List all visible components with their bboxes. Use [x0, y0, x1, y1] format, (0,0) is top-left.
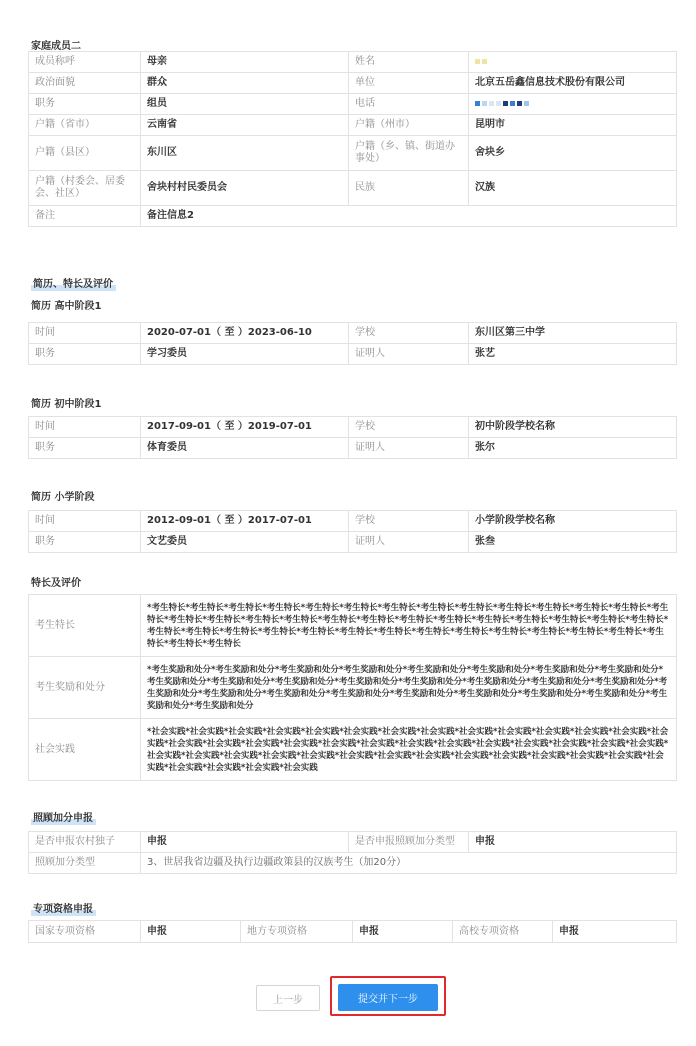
resume-primary-school-table — [28, 510, 677, 553]
cell-value: 申报 — [141, 921, 241, 943]
cell-value: 汉族 — [469, 171, 677, 206]
remark-label: 备注 — [29, 206, 141, 227]
table-row — [29, 115, 677, 136]
family-member-2-table — [28, 51, 677, 227]
masked-name — [469, 52, 677, 73]
family-member-2-title: 家庭成员二 — [31, 41, 81, 52]
masked-name-blocks — [475, 59, 487, 64]
cell-label: 国家专项资格 — [29, 921, 141, 943]
prev-step-button[interactable]: 上一步 — [256, 985, 320, 1011]
table-row — [29, 853, 677, 874]
cell-value: 初中阶段学校名称 — [469, 417, 677, 438]
cell-value: 舍块乡 — [469, 136, 677, 171]
cell-value: 东川区 — [141, 136, 349, 171]
cell-value: 母亲 — [141, 52, 349, 73]
resume-stage-title: 简历 小学阶段 — [31, 492, 95, 503]
cell-label: 单位 — [349, 73, 469, 94]
table-row — [29, 532, 677, 553]
table-row — [29, 171, 677, 206]
cell-value: 小学阶段学校名称 — [469, 511, 677, 532]
table-row — [29, 136, 677, 171]
table-row — [29, 323, 677, 344]
cell-label: 时间 — [29, 323, 141, 344]
cell-value: 2020-07-01（ 至 ）2023-06-10 — [141, 323, 349, 344]
table-row — [29, 73, 677, 94]
resume-stage-title: 简历 高中阶段1 — [31, 301, 102, 312]
cell-value: 云南省 — [141, 115, 349, 136]
cell-value: 北京五岳鑫信息技术股份有限公司 — [469, 73, 677, 94]
cell-value: 张叁 — [469, 532, 677, 553]
resume-middle-school-table — [28, 416, 677, 459]
cell-value: 张艺 — [469, 344, 677, 365]
cell-value: 组员 — [141, 94, 349, 115]
cell-label: 时间 — [29, 511, 141, 532]
cell-label: 学校 — [349, 323, 469, 344]
cell-value: 学习委员 — [141, 344, 349, 365]
cell-label: 高校专项资格 — [453, 921, 553, 943]
cell-label: 时间 — [29, 417, 141, 438]
cell-value: 群众 — [141, 73, 349, 94]
resume-stage-title: 简历 初中阶段1 — [31, 399, 102, 410]
cell-label: 是否申报照顾加分类型 — [349, 832, 469, 853]
cell-value: 张尔 — [469, 438, 677, 459]
resume-high-school-table — [28, 322, 677, 365]
masked-phone-blocks — [475, 101, 529, 106]
resume-section-title: 简历、特长及评价 — [31, 275, 116, 291]
table-row — [29, 438, 677, 459]
cell-value: 申报 — [553, 921, 677, 943]
remark-value: 备注信息2 — [141, 206, 677, 227]
cell-label: 政治面貌 — [29, 73, 141, 94]
awards-text: *考生奖励和处分*考生奖励和处分*考生奖励和处分*考生奖励和处分*考生奖励和处分*考生奖励和处分*考生奖励和处分*考生奖励和处分*考生奖励和处分*考生奖励和处分*考生奖励和处分*考生奖励和处分*考生奖励和处分*考生奖励和处分*考生奖励和处分*考生奖励和处分*考生奖励和处分*考生奖励和处分*考生奖励和处分*考生奖励和处分*考生奖励和处分*考生奖励和处分*考生奖励和处分*考生奖励和处分*考生奖励和处分*考生奖励和处分 — [141, 657, 677, 719]
table-row — [29, 657, 677, 719]
table-row — [29, 344, 677, 365]
cell-label: 证明人 — [349, 438, 469, 459]
cell-label: 社会实践 — [29, 719, 141, 781]
table-row — [29, 511, 677, 532]
table-row — [29, 94, 677, 115]
cell-label: 姓名 — [349, 52, 469, 73]
cell-label: 考生特长 — [29, 595, 141, 657]
bonus-table — [28, 831, 677, 874]
cell-label: 户籍（县区） — [29, 136, 141, 171]
cell-label: 户籍（村委会、居委会、社区） — [29, 171, 141, 206]
bonus-section-title: 照顾加分申报 — [31, 809, 96, 825]
cell-label: 证明人 — [349, 344, 469, 365]
cell-label: 职务 — [29, 532, 141, 553]
specialty-title: 特长及评价 — [31, 578, 81, 589]
specialty-table — [28, 594, 677, 781]
table-row — [29, 832, 677, 853]
cell-value: 东川区第三中学 — [469, 323, 677, 344]
specialty-text: *考生特长*考生特长*考生特长*考生特长*考生特长*考生特长*考生特长*考生特长*考生特长*考生特长*考生特长*考生特长*考生特长*考生特长*考生特长*考生特长*考生特长*考生特长*考生特长*考生特长*考生特长*考生特长*考生特长*考生特长*考生特长*考生特长*考生特长*考生特长*考生特长*考生特长*考生特长*考生特长*考生特长*考生特长*考生特长*考生特长*考生特长*考生特长*考生特长*考生特长*考生特长*考生特长*考生特长 — [141, 595, 677, 657]
bonus-type-value: 3、世居我省边疆及执行边疆政策县的汉族考生（加20分） — [141, 853, 677, 874]
cell-label: 民族 — [349, 171, 469, 206]
cell-label: 电话 — [349, 94, 469, 115]
cell-label: 考生奖励和处分 — [29, 657, 141, 719]
cell-label: 职务 — [29, 344, 141, 365]
cell-label: 学校 — [349, 511, 469, 532]
cell-label: 职务 — [29, 438, 141, 459]
cell-label: 户籍（省市） — [29, 115, 141, 136]
cell-label: 职务 — [29, 94, 141, 115]
table-row — [29, 206, 677, 227]
cell-value: 申报 — [141, 832, 349, 853]
cell-value: 体育委员 — [141, 438, 349, 459]
cell-value: 2017-09-01（ 至 ）2019-07-01 — [141, 417, 349, 438]
cell-label: 户籍（乡、镇、街道办事处） — [349, 136, 469, 171]
masked-phone — [469, 94, 677, 115]
table-row — [29, 921, 677, 943]
table-row — [29, 595, 677, 657]
cell-label: 地方专项资格 — [241, 921, 353, 943]
cell-label: 成员称呼 — [29, 52, 141, 73]
cell-label: 证明人 — [349, 532, 469, 553]
submit-next-button[interactable]: 提交并下一步 — [338, 984, 438, 1011]
cell-value: 2012-09-01（ 至 ）2017-07-01 — [141, 511, 349, 532]
table-row — [29, 417, 677, 438]
cell-value: 昆明市 — [469, 115, 677, 136]
special-section-title: 专项资格申报 — [31, 900, 96, 916]
cell-label: 照顾加分类型 — [29, 853, 141, 874]
cell-value: 舍块村村民委员会 — [141, 171, 349, 206]
social-practice-text: *社会实践*社会实践*社会实践*社会实践*社会实践*社会实践*社会实践*社会实践*社会实践*社会实践*社会实践*社会实践*社会实践*社会实践*社会实践*社会实践*社会实践*社会实践*社会实践*社会实践*社会实践*社会实践*社会实践*社会实践*社会实践*社会实践*社会实践*社会实践*社会实践*社会实践*社会实践*社会实践*社会实践*社会实践*社会实践*社会实践*社会实践*社会实践*社会实践*社会实践*社会实践*社会实践*社会实践*社会实践*社会实践 — [141, 719, 677, 781]
cell-label: 户籍（州市） — [349, 115, 469, 136]
cell-label: 是否申报农村独子 — [29, 832, 141, 853]
table-row — [29, 52, 677, 73]
cell-value: 申报 — [353, 921, 453, 943]
cell-value: 文艺委员 — [141, 532, 349, 553]
cell-label: 学校 — [349, 417, 469, 438]
cell-value: 申报 — [469, 832, 677, 853]
table-row — [29, 719, 677, 781]
special-table — [28, 920, 677, 943]
